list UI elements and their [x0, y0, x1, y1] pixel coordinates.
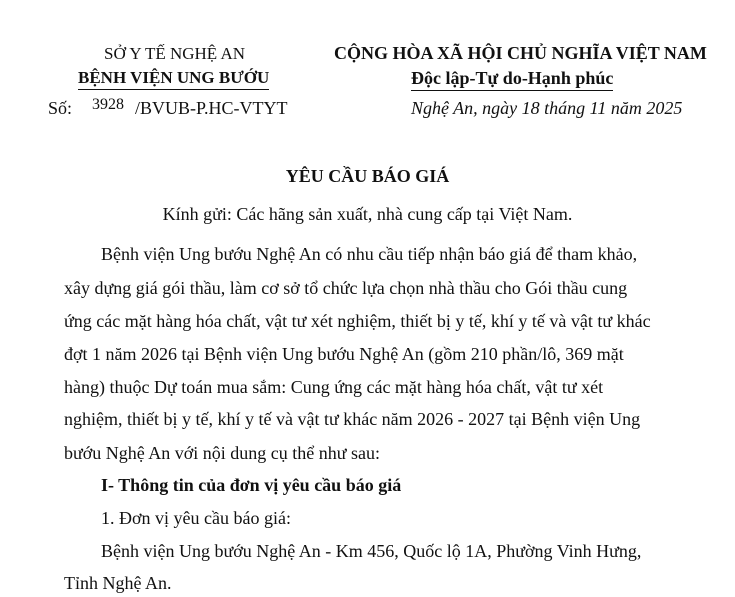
- addressee: Kính gửi: Các hãng sản xuất, nhà cung cấp tại Việt Nam.: [162, 204, 573, 224]
- address-line: Tỉnh Nghệ An.: [64, 573, 172, 593]
- body-line: xây dựng giá gói thầu, làm cơ sở tổ chức lựa chọn nhà thầu cho Gói thầu cung: [64, 278, 628, 298]
- reference-number: 3928: [92, 96, 124, 113]
- address-line: Bệnh viện Ung bướu Nghệ An - Km 456, Quốc lộ 1A, Phường Vinh Hưng,: [101, 541, 642, 561]
- body-line: hàng) thuộc Dự toán mua sắm: Cung ứng các mặt hàng hóa chất, vật tư xét: [64, 377, 604, 397]
- section-heading: I- Thông tin của đơn vị yêu cầu báo giá: [101, 475, 402, 495]
- body-line: Bệnh viện Ung bướu Nghệ An có nhu cầu tiếp nhận báo giá để tham khảo,: [101, 244, 638, 264]
- national-motto: [411, 68, 613, 89]
- body-line: nghiệm, thiết bị y tế, khí y tế và vật tư khác năm 2026 - 2027 tại Bệnh viện Ung: [64, 409, 641, 429]
- national-motto-text: Độc lập-Tự do-Hạnh phúc: [411, 68, 613, 91]
- body-line: đợt 1 năm 2026 tại Bệnh viện Ung bướu Nghệ An (gồm 210 phần/lô, 369 mặt: [64, 344, 624, 364]
- document-title: YÊU CẦU BÁO GIÁ: [285, 166, 450, 186]
- country-name: CỘNG HÒA XÃ HỘI CHỦ NGHĨA VIỆT NAM: [334, 43, 707, 63]
- requesting-unit-label: 1. Đơn vị yêu cầu báo giá:: [101, 508, 291, 528]
- reference-label: Số:: [48, 98, 73, 118]
- reference-suffix: /BVUB-P.HC-VTYT: [135, 98, 288, 118]
- issue-date: Nghệ An, ngày 18 tháng 11 năm 2025: [411, 98, 683, 118]
- body-line: ứng các mặt hàng hóa chất, vật tư xét nghiệm, thiết bị y tế, khí y tế và vật tư khác: [64, 311, 651, 331]
- hospital-name-text: BỆNH VIỆN UNG BƯỚU: [78, 68, 269, 90]
- hospital-name: [78, 68, 269, 88]
- body-line: bướu Nghệ An với nội dung cụ thể như sau:: [64, 443, 381, 463]
- ministry-name: SỞ Y TẾ NGHỆ AN: [104, 44, 246, 63]
